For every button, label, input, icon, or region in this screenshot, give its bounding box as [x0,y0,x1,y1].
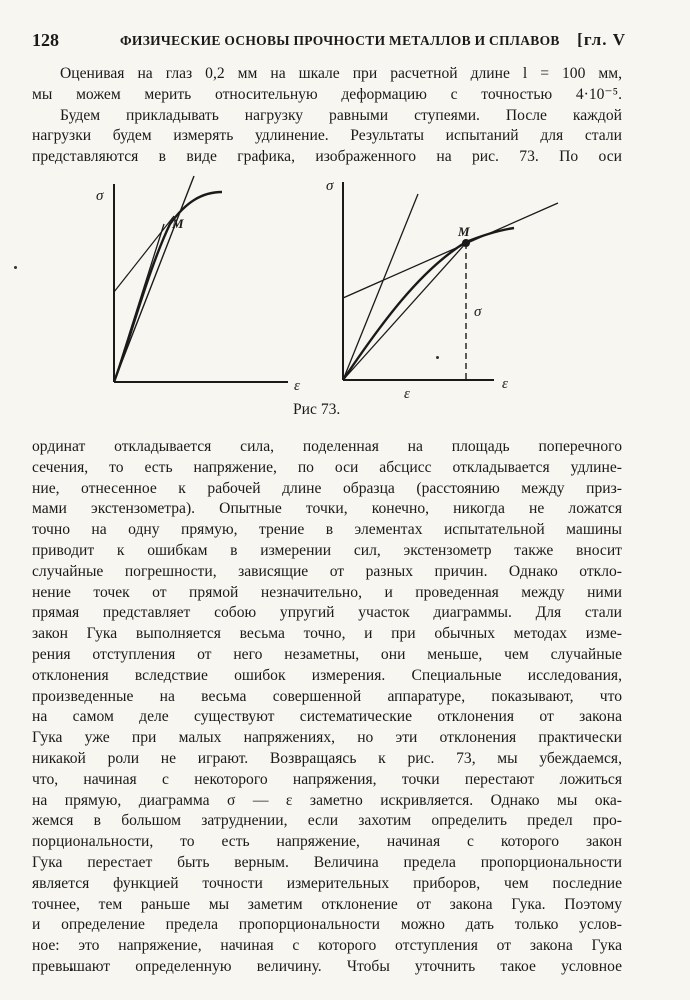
text-line: прямая представляет собою упругий участок диаграммы. Для стали [32,604,622,622]
right-horizontal-label: ε [404,386,410,402]
right-stress-curve [343,228,514,380]
text-line: является функцией точности измерительных приборов, чем последние [32,874,622,892]
right-plot [326,178,558,402]
left-stress-curve [114,192,222,382]
right-point-label: M [458,224,470,239]
text-line: ние, отнесенное к рабочей длине образца (расстоянию между приз- [32,479,622,497]
right-elastic-line [343,194,418,380]
text-line: случайные погрешности, зависящие от разных причин. Однако откло- [32,562,622,580]
text-line: закон Гука выполняется весьма точно, и при обычных методах изме- [32,625,622,643]
page-header [32,30,626,52]
text-line: мы можем мерить относительную деформацию с точностью 4·10⁻⁵. [32,85,622,103]
left-y-axis-label: σ [96,188,104,204]
text-line: что, начиная с некоторого напряжения, точки перестают ложиться [32,770,622,788]
chapter-label: [гл. V [577,30,626,49]
text-line: точнее, тем раньше мы заметим отклонение от закона Гука. Поэтому [32,895,622,913]
text-line: нагрузки будем измерять удлинение. Результаты испытаний для стали [32,127,622,145]
right-secant [343,243,466,380]
text-line: точно на одну прямую, трение в элементах испытательной машины [32,521,622,539]
text-line: Будем прикладывать нагрузку равными ступеями. После каждой [60,106,622,124]
text-line: Гука уже при малых напряжениях, но эти отклонения практически [32,729,622,747]
left-plot [96,176,300,394]
text-line: мами экстензометра). Опытные точки, конечно, никогда не ложатся [32,500,622,518]
text-line: Гука перестает быть верным. Величина предела пропорциональности [32,853,622,871]
text-line: представляются в виде графика, изображенного на рис. 73. По оси [32,148,622,166]
text-line: Оценивая на глаз 0,2 мм на шкале при расчетной длине l = 100 мм, [60,65,622,82]
left-tangent-line [114,216,174,292]
right-vertical-label: σ [474,304,482,320]
right-point-m [463,240,470,247]
text-line: сечения, то есть напряжение, по оси абсцисс откладывается удлине- [32,458,622,476]
text-line: на самом деле существуют систематические отклонения от закона [32,708,622,726]
left-secant [114,224,164,382]
page-number: 128 [32,30,59,50]
top-paragraph [32,64,622,168]
text-line: на прямую, диаграмма σ — ε заметно искривляется. Однако мы ока- [32,791,622,809]
right-y-axis-label: σ [326,178,334,194]
text-line: и определение предела пропорциональности можно дать только услов- [32,916,622,934]
right-tangent-line [343,203,558,298]
text-line: рения отступления от него незаметны, они меньше, чем случайные [32,645,622,663]
left-x-axis-label: ε [294,378,300,394]
text-line: ное: это напряжение, начиная с которого отступления от закона Гука [32,937,622,955]
text-line: жемся в большом затруднении, если захотим определить предел про- [32,812,622,830]
right-x-axis-label: ε [502,376,508,392]
running-title: ФИЗИЧЕСКИЕ ОСНОВЫ ПРОЧНОСТИ МЕТАЛЛОВ И СПЛАВОВ [120,33,560,48]
print-speck [14,266,17,269]
text-line: произведенные на весьма совершенной аппаратуре, показывают, что [32,687,622,705]
left-point-label: M [172,216,184,231]
text-line: приводит к ошибкам в измерении сил, экстензометр также вносит [32,541,622,559]
text-line: отклонения вследствие ошибок измерения. Специальные исследования, [32,666,622,684]
figure-73 [90,170,590,430]
body-paragraph [32,437,622,978]
left-elastic-line [114,176,194,382]
text-line: никакой роли не играют. Возвращаясь к рис. 73, мы убеждаемся, [32,749,622,767]
print-speck [436,356,439,359]
text-line: ординат откладывается сила, поделенная на площадь поперечного [32,438,622,455]
text-line: нение точек от прямой незначительно, и проведенная между ними [32,583,622,601]
text-line: порциональности, то есть напряжение, начиная с которого закон [32,833,622,851]
text-line: превышают определенную величину. Чтобы уточнить такое условное [32,957,622,975]
figure-caption: Рис 73. [293,401,341,418]
